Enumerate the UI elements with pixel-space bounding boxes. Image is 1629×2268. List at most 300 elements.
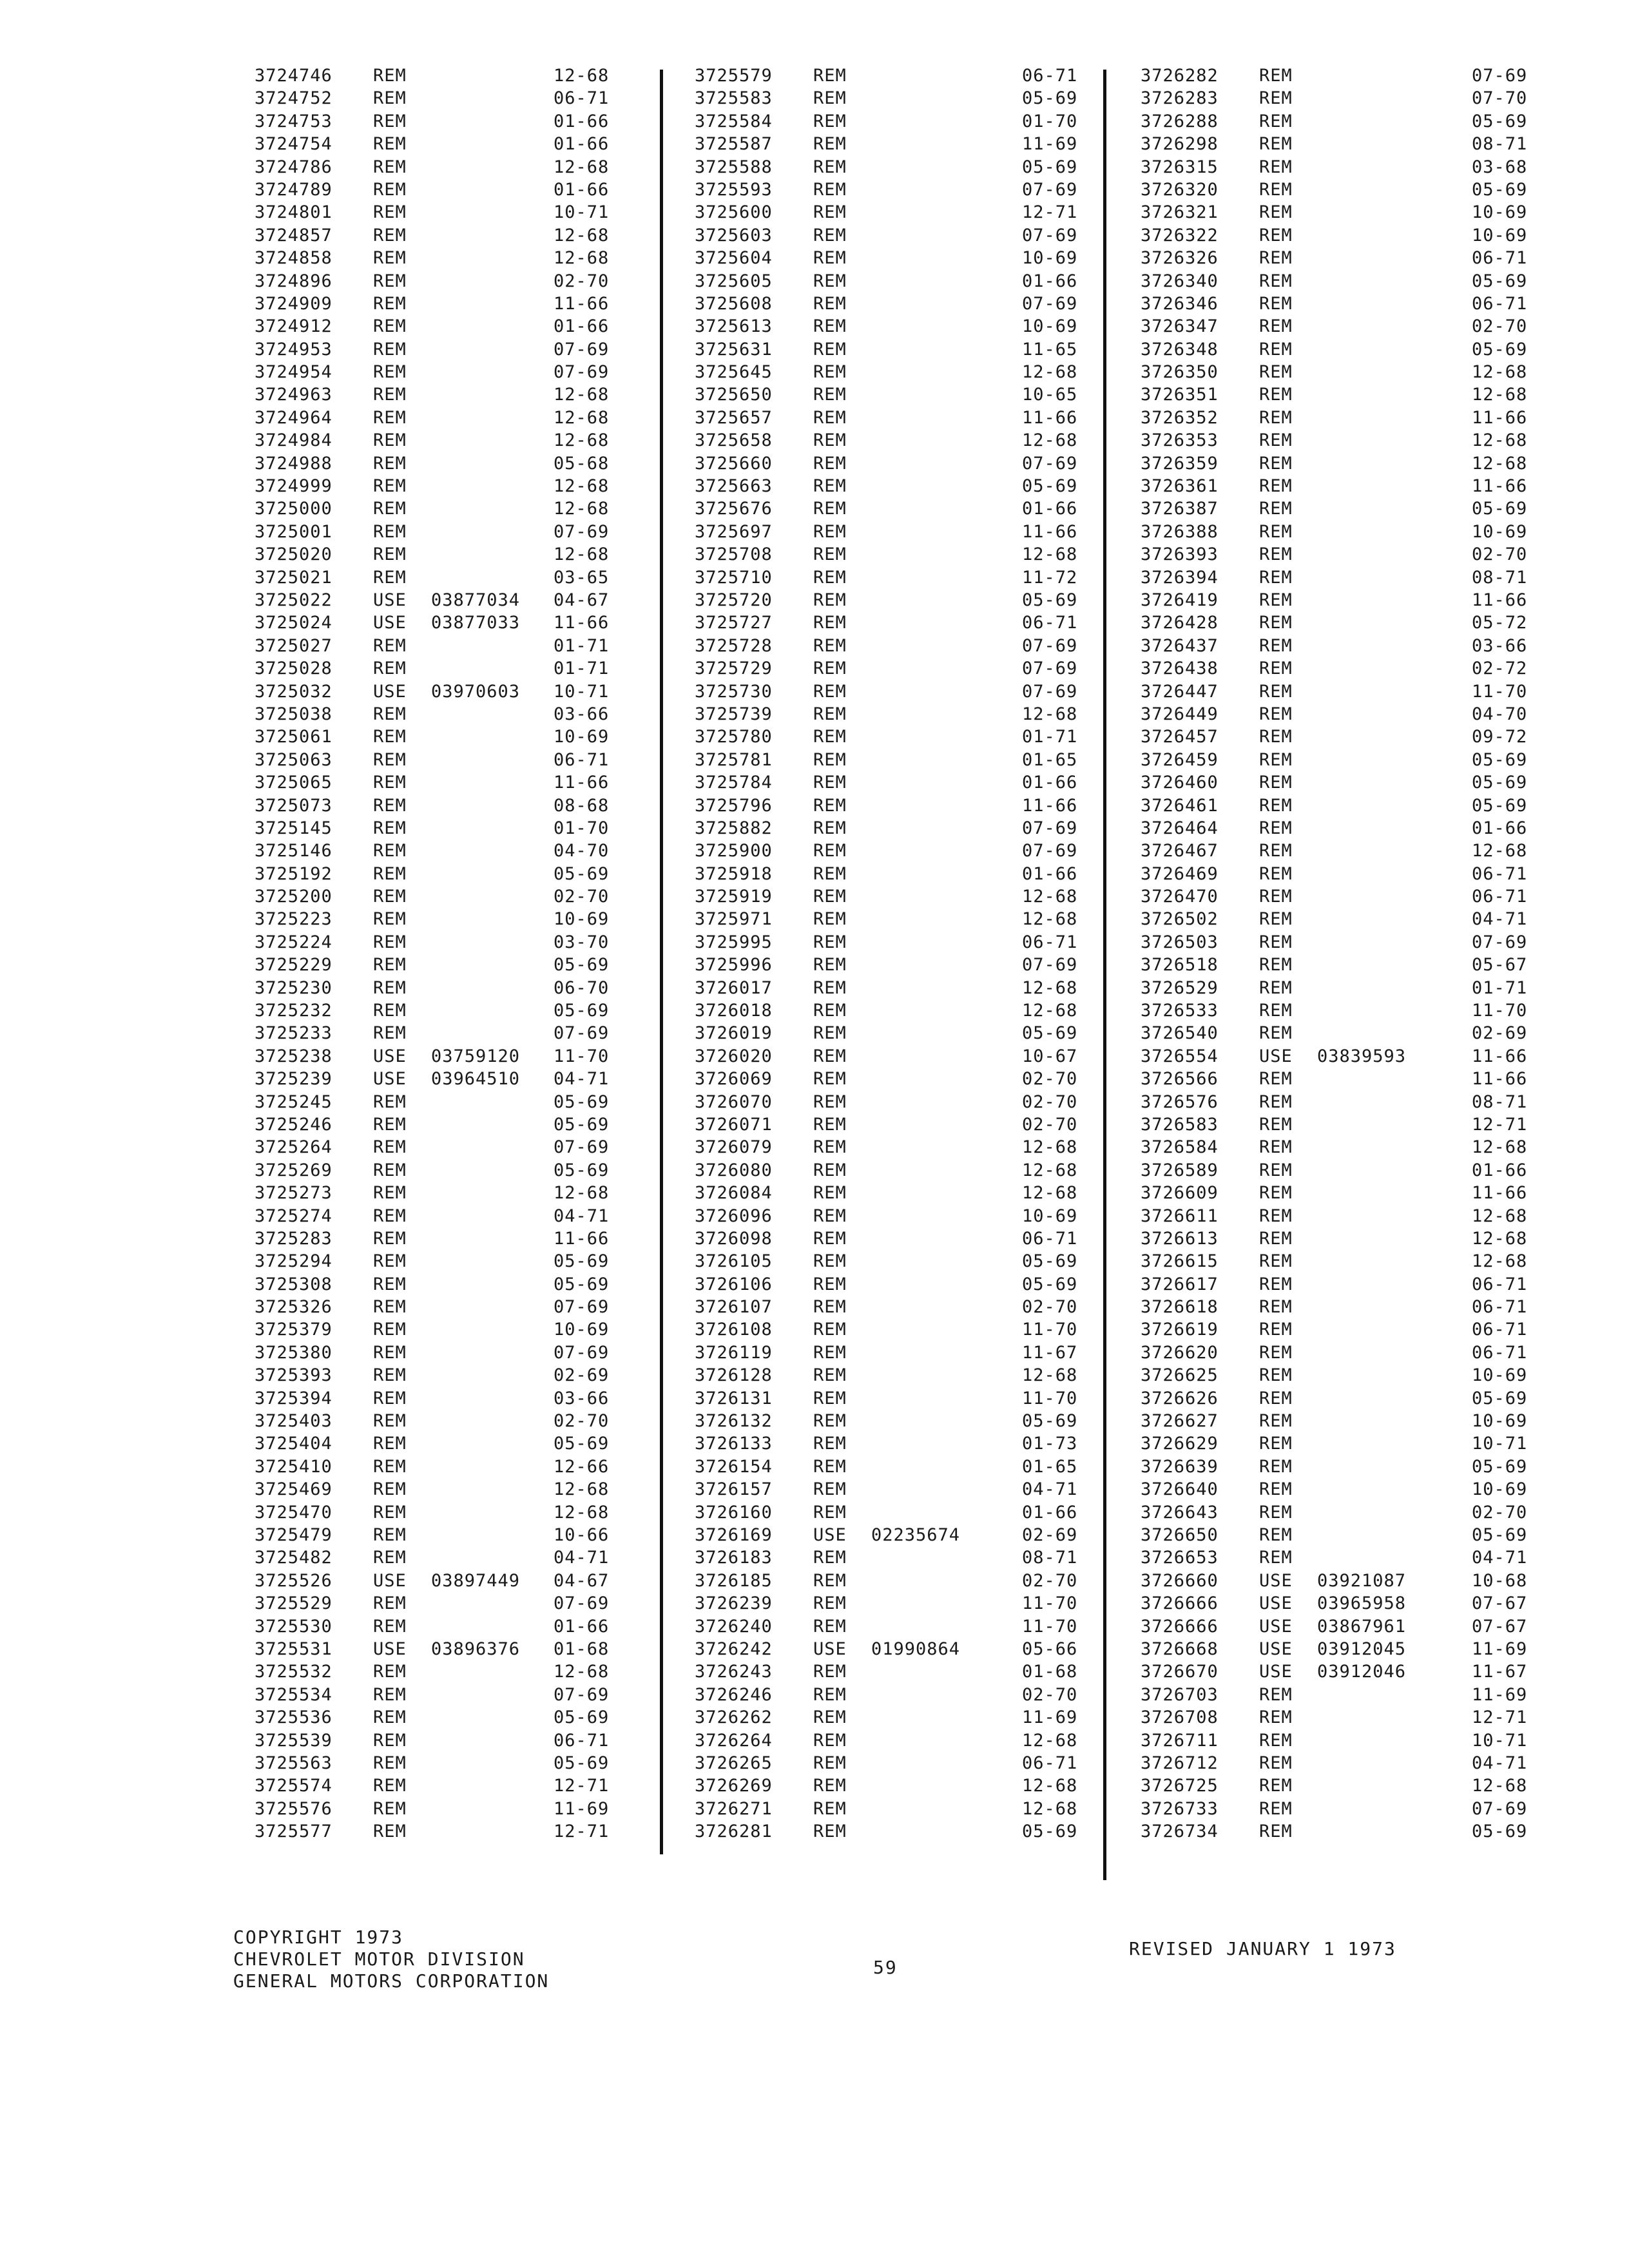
part-row: [1141, 407, 1543, 429]
date-code: 02-70: [554, 887, 610, 907]
part-number: 3726668: [1141, 1639, 1219, 1659]
date-code: 04-71: [554, 1206, 610, 1226]
date-code: 02-70: [1472, 1502, 1528, 1523]
part-row: [1141, 1774, 1543, 1797]
date-code: 12-68: [1022, 430, 1078, 451]
part-number: 3726239: [695, 1593, 773, 1614]
action-code: REM: [813, 1365, 847, 1386]
part-number: 3726666: [1141, 1593, 1219, 1614]
part-number: 3725479: [255, 1525, 333, 1545]
date-code: 02-70: [1022, 1684, 1078, 1705]
action-code: REM: [373, 841, 407, 861]
date-code: 05-69: [1472, 749, 1528, 770]
date-code: 12-68: [1022, 1798, 1078, 1819]
action-code: REM: [373, 1137, 407, 1158]
date-code: 01-71: [554, 635, 610, 656]
part-number: 3725230: [255, 977, 333, 998]
action-code: REM: [813, 293, 847, 314]
date-code: 12-68: [1022, 887, 1078, 907]
action-code: REM: [1259, 1228, 1293, 1249]
date-code: 05-68: [554, 453, 610, 474]
date-code: 11-70: [1022, 1593, 1078, 1614]
part-number: 3726576: [1141, 1091, 1219, 1112]
part-row: [1141, 1227, 1543, 1250]
part-number: 3725245: [255, 1091, 333, 1112]
date-code: 10-71: [554, 202, 610, 223]
date-code: 01-65: [1022, 1456, 1078, 1477]
part-row: [1141, 247, 1543, 269]
action-code: REM: [813, 1753, 847, 1773]
part-number: 3725539: [255, 1730, 333, 1751]
part-number: 3726615: [1141, 1251, 1219, 1272]
date-code: 12-68: [554, 1662, 610, 1682]
part-number: 3726540: [1141, 1023, 1219, 1044]
part-number: 3725192: [255, 863, 333, 884]
part-row: [1141, 1296, 1543, 1318]
action-code: USE: [1259, 1593, 1293, 1614]
action-code: REM: [373, 1091, 407, 1112]
part-row: [255, 452, 624, 475]
action-code: REM: [1259, 430, 1293, 451]
part-row: [255, 1615, 624, 1638]
date-code: 05-69: [1022, 1821, 1078, 1842]
date-code: 01-66: [554, 134, 610, 155]
part-number: 3726240: [695, 1616, 773, 1637]
part-row: [1141, 1752, 1543, 1774]
date-code: 12-68: [1022, 1776, 1078, 1796]
part-number: 3726321: [1141, 202, 1219, 223]
part-row: [695, 521, 1093, 543]
replacement-part-number: 01990864: [871, 1639, 961, 1659]
part-row: [1141, 1182, 1543, 1204]
part-row: [1141, 1570, 1543, 1592]
action-code: REM: [1259, 1730, 1293, 1751]
date-code: 05-69: [554, 955, 610, 975]
part-row: [1141, 452, 1543, 475]
part-row: [695, 1273, 1093, 1296]
action-code: REM: [813, 521, 847, 542]
part-row: [255, 521, 624, 543]
part-row: [695, 224, 1093, 247]
date-code: 05-69: [554, 1707, 610, 1728]
action-code: REM: [813, 179, 847, 200]
part-number: 3725780: [695, 727, 773, 747]
action-code: REM: [1259, 567, 1293, 588]
date-code: 03-66: [554, 1388, 610, 1408]
date-code: 05-69: [1472, 1388, 1528, 1408]
action-code: REM: [1259, 111, 1293, 131]
action-code: REM: [813, 1320, 847, 1340]
part-row: [255, 635, 624, 657]
action-code: REM: [813, 658, 847, 679]
action-code: REM: [373, 179, 407, 200]
action-code: REM: [373, 362, 407, 383]
date-code: 12-71: [554, 1821, 610, 1842]
action-code: REM: [1259, 749, 1293, 770]
part-number: 3725583: [695, 88, 773, 109]
action-code: REM: [1259, 1274, 1293, 1294]
part-row: [1141, 383, 1543, 406]
date-code: 07-70: [1472, 88, 1528, 109]
part-row: [695, 703, 1093, 726]
date-code: 01-71: [554, 658, 610, 679]
action-code: REM: [1259, 1297, 1293, 1318]
part-row: [695, 1501, 1093, 1524]
date-code: 07-69: [554, 1684, 610, 1705]
parts-column-3: [1141, 64, 1543, 1843]
date-code: 03-66: [554, 704, 610, 724]
part-number: 3726326: [1141, 248, 1219, 269]
part-number: 3726712: [1141, 1753, 1219, 1773]
part-number: 3725146: [255, 841, 333, 861]
part-row: [255, 1136, 624, 1158]
part-number: 3726107: [695, 1297, 773, 1318]
part-number: 3726388: [1141, 521, 1219, 542]
part-number: 3725796: [695, 795, 773, 816]
action-code: REM: [373, 795, 407, 816]
date-code: 02-70: [1472, 544, 1528, 565]
part-number: 3725631: [695, 339, 773, 360]
part-row: [1141, 1410, 1543, 1432]
part-number: 3725530: [255, 1616, 333, 1637]
part-number: 3725232: [255, 1001, 333, 1021]
date-code: 11-66: [1472, 1046, 1528, 1066]
part-number: 3725531: [255, 1639, 333, 1659]
date-code: 12-68: [1022, 1137, 1078, 1158]
part-row: [255, 726, 624, 748]
action-code: REM: [373, 1662, 407, 1682]
date-code: 11-66: [1472, 407, 1528, 428]
date-code: 11-66: [554, 1228, 610, 1249]
part-row: [695, 201, 1093, 224]
action-code: REM: [813, 887, 847, 907]
part-row: [1141, 1615, 1543, 1638]
action-code: REM: [813, 225, 847, 245]
date-code: 07-69: [554, 1137, 610, 1158]
date-code: 01-71: [1472, 977, 1528, 998]
part-row: [255, 1182, 624, 1204]
date-code: 10-66: [554, 1525, 610, 1545]
part-number: 3726393: [1141, 544, 1219, 565]
action-code: REM: [1259, 544, 1293, 565]
replacement-part-number: 03970603: [431, 681, 521, 702]
part-number: 3725022: [255, 590, 333, 610]
part-number: 3726283: [1141, 88, 1219, 109]
date-code: 05-69: [554, 863, 610, 884]
part-row: [1141, 156, 1543, 178]
action-code: REM: [813, 1091, 847, 1112]
part-number: 3725576: [255, 1798, 333, 1819]
date-code: 12-68: [554, 66, 610, 86]
part-number: 3725710: [695, 567, 773, 588]
part-row: [1141, 1798, 1543, 1820]
part-row: [1141, 908, 1543, 930]
part-number: 3726459: [1141, 749, 1219, 770]
part-number: 3725588: [695, 157, 773, 177]
part-number: 3726449: [1141, 704, 1219, 724]
part-row: [1141, 1638, 1543, 1660]
date-code: 12-68: [554, 1479, 610, 1500]
part-row: [1141, 1205, 1543, 1227]
action-code: REM: [373, 1593, 407, 1614]
date-code: 12-68: [554, 544, 610, 565]
date-code: 06-70: [554, 977, 610, 998]
part-number: 3726242: [695, 1639, 773, 1659]
date-code: 04-71: [1472, 909, 1528, 930]
action-code: REM: [1259, 88, 1293, 109]
part-row: [255, 1706, 624, 1729]
part-number: 3726069: [695, 1069, 773, 1090]
action-code: REM: [373, 225, 407, 245]
date-code: 11-69: [1472, 1684, 1528, 1705]
date-code: 07-67: [1472, 1593, 1528, 1614]
date-code: 12-68: [554, 385, 610, 405]
column-divider: [1103, 70, 1106, 1880]
date-code: 06-71: [1472, 1297, 1528, 1318]
part-number: 3725658: [695, 430, 773, 451]
replacement-part-number: 03867961: [1317, 1616, 1407, 1637]
part-number: 3725529: [255, 1593, 333, 1614]
date-code: 05-69: [1022, 88, 1078, 109]
action-code: REM: [1259, 955, 1293, 975]
part-number: 3725784: [695, 773, 773, 793]
action-code: REM: [1259, 157, 1293, 177]
date-code: 02-70: [1022, 1069, 1078, 1090]
part-number: 3725482: [255, 1548, 333, 1568]
part-row: [1141, 840, 1543, 862]
part-row: [1141, 270, 1543, 293]
part-row: [255, 429, 624, 452]
part-row: [1141, 726, 1543, 748]
action-code: REM: [813, 1069, 847, 1090]
action-code: REM: [373, 1548, 407, 1568]
date-code: 06-71: [1022, 1228, 1078, 1249]
date-code: 10-69: [554, 727, 610, 747]
part-number: 3725200: [255, 887, 333, 907]
date-code: 11-70: [554, 1046, 610, 1066]
part-row: [1141, 1136, 1543, 1158]
action-code: REM: [813, 681, 847, 702]
part-number: 3724746: [255, 66, 333, 86]
part-row: [695, 110, 1093, 133]
date-code: 06-71: [1022, 932, 1078, 952]
part-number: 3725697: [695, 521, 773, 542]
part-number: 3726106: [695, 1274, 773, 1294]
part-number: 3725526: [255, 1570, 333, 1591]
part-row: [255, 657, 624, 680]
part-number: 3725065: [255, 773, 333, 793]
action-code: REM: [1259, 613, 1293, 633]
part-number: 3725971: [695, 909, 773, 930]
part-number: 3726157: [695, 1479, 773, 1500]
action-code: REM: [813, 613, 847, 633]
date-code: 07-69: [554, 1023, 610, 1044]
action-code: REM: [373, 544, 407, 565]
part-number: 3724984: [255, 430, 333, 451]
action-code: REM: [1259, 932, 1293, 952]
part-number: 3726566: [1141, 1069, 1219, 1090]
action-code: REM: [1259, 1137, 1293, 1158]
part-number: 3726626: [1141, 1388, 1219, 1408]
action-code: REM: [373, 1479, 407, 1500]
part-row: [1141, 635, 1543, 657]
part-row: [695, 497, 1093, 520]
part-number: 3726108: [695, 1320, 773, 1340]
date-code: 12-68: [554, 499, 610, 519]
action-code: REM: [1259, 1753, 1293, 1773]
part-row: [255, 1729, 624, 1752]
date-code: 11-66: [554, 773, 610, 793]
part-row: [695, 1774, 1093, 1797]
part-number: 3725728: [695, 635, 773, 656]
part-row: [255, 1638, 624, 1660]
part-row: [255, 1820, 624, 1843]
date-code: 04-71: [1472, 1548, 1528, 1568]
action-code: REM: [813, 1821, 847, 1842]
part-number: 3726629: [1141, 1434, 1219, 1454]
action-code: REM: [1259, 773, 1293, 793]
date-code: 11-66: [554, 613, 610, 633]
action-code: REM: [373, 887, 407, 907]
date-code: 02-69: [1472, 1023, 1528, 1044]
part-row: [695, 315, 1093, 338]
part-number: 3726639: [1141, 1456, 1219, 1477]
part-number: 3725605: [695, 271, 773, 291]
replacement-part-number: 03912045: [1317, 1639, 1407, 1659]
part-number: 3725410: [255, 1456, 333, 1477]
action-code: REM: [373, 1730, 407, 1751]
date-code: 04-67: [554, 1570, 610, 1591]
date-code: 05-69: [1472, 499, 1528, 519]
date-code: 02-70: [1022, 1570, 1078, 1591]
part-row: [1141, 110, 1543, 133]
part-number: 3725996: [695, 955, 773, 975]
part-number: 3725918: [695, 863, 773, 884]
page-number: 59: [873, 1957, 898, 1978]
part-row: [255, 703, 624, 726]
part-row: [1141, 1592, 1543, 1615]
date-code: 05-69: [1022, 157, 1078, 177]
part-number: 3726650: [1141, 1525, 1219, 1545]
part-row: [255, 1774, 624, 1797]
date-code: 12-68: [554, 1183, 610, 1204]
action-code: REM: [373, 773, 407, 793]
action-code: REM: [813, 1570, 847, 1591]
action-code: REM: [1259, 1183, 1293, 1204]
part-row: [695, 407, 1093, 429]
part-row: [255, 361, 624, 383]
date-code: 05-72: [1472, 613, 1528, 633]
action-code: REM: [373, 1456, 407, 1477]
date-code: 11-70: [1022, 1388, 1078, 1408]
part-row: [695, 1638, 1093, 1660]
part-number: 3725073: [255, 795, 333, 816]
action-code: REM: [373, 407, 407, 428]
part-row: [695, 589, 1093, 611]
action-code: REM: [813, 476, 847, 497]
part-row: [1141, 1364, 1543, 1387]
action-code: REM: [813, 955, 847, 975]
part-number: 3726350: [1141, 362, 1219, 383]
replacement-part-number: 03964510: [431, 1069, 521, 1090]
parts-column-1: [255, 64, 624, 1843]
part-row: [1141, 361, 1543, 383]
action-code: REM: [1259, 887, 1293, 907]
action-code: REM: [813, 749, 847, 770]
date-code: 10-71: [554, 681, 610, 702]
date-code: 05-69: [554, 1160, 610, 1180]
part-row: [1141, 1820, 1543, 1843]
part-row: [1141, 315, 1543, 338]
action-code: REM: [813, 704, 847, 724]
part-row: [255, 1045, 624, 1068]
action-code: USE: [1259, 1639, 1293, 1659]
action-code: USE: [1259, 1616, 1293, 1637]
part-number: 3725604: [695, 248, 773, 269]
date-code: 07-67: [1472, 1616, 1528, 1637]
part-number: 3726096: [695, 1206, 773, 1226]
date-code: 04-71: [554, 1548, 610, 1568]
part-row: [255, 1205, 624, 1227]
part-number: 3726288: [1141, 111, 1219, 131]
part-number: 3726619: [1141, 1320, 1219, 1340]
part-row: [1141, 1546, 1543, 1569]
date-code: 12-66: [554, 1456, 610, 1477]
action-code: REM: [813, 430, 847, 451]
parts-column-2: [695, 64, 1093, 1843]
part-number: 3725032: [255, 681, 333, 702]
action-code: REM: [1259, 1023, 1293, 1044]
part-row: [695, 1227, 1093, 1250]
part-number: 3725720: [695, 590, 773, 610]
part-row: [695, 247, 1093, 269]
date-code: 01-73: [1022, 1434, 1078, 1454]
date-code: 12-71: [1022, 202, 1078, 223]
part-number: 3726018: [695, 1001, 773, 1021]
action-code: REM: [813, 1160, 847, 1180]
date-code: 07-69: [1022, 841, 1078, 861]
action-code: REM: [813, 1479, 847, 1500]
part-row: [1141, 931, 1543, 954]
part-row: [695, 64, 1093, 87]
date-code: 01-71: [1022, 727, 1078, 747]
action-code: REM: [1259, 635, 1293, 656]
part-row: [695, 840, 1093, 862]
part-number: 3726020: [695, 1046, 773, 1066]
action-code: REM: [1259, 293, 1293, 314]
action-code: REM: [1259, 1251, 1293, 1272]
part-row: [695, 1022, 1093, 1044]
action-code: REM: [1259, 909, 1293, 930]
date-code: 04-71: [554, 1069, 610, 1090]
action-code: REM: [373, 430, 407, 451]
part-number: 3726620: [1141, 1342, 1219, 1363]
date-code: 07-69: [1022, 453, 1078, 474]
part-number: 3726298: [1141, 134, 1219, 155]
part-row: [695, 1524, 1093, 1546]
date-code: 01-68: [1022, 1662, 1078, 1682]
date-code: 01-70: [1022, 111, 1078, 131]
date-code: 12-68: [1472, 362, 1528, 383]
date-code: 05-69: [554, 1753, 610, 1773]
action-code: REM: [813, 932, 847, 952]
action-code: REM: [813, 1593, 847, 1614]
part-number: 3726019: [695, 1023, 773, 1044]
part-number: 3726079: [695, 1137, 773, 1158]
date-code: 11-67: [1022, 1342, 1078, 1363]
part-number: 3726437: [1141, 635, 1219, 656]
action-code: REM: [1259, 521, 1293, 542]
